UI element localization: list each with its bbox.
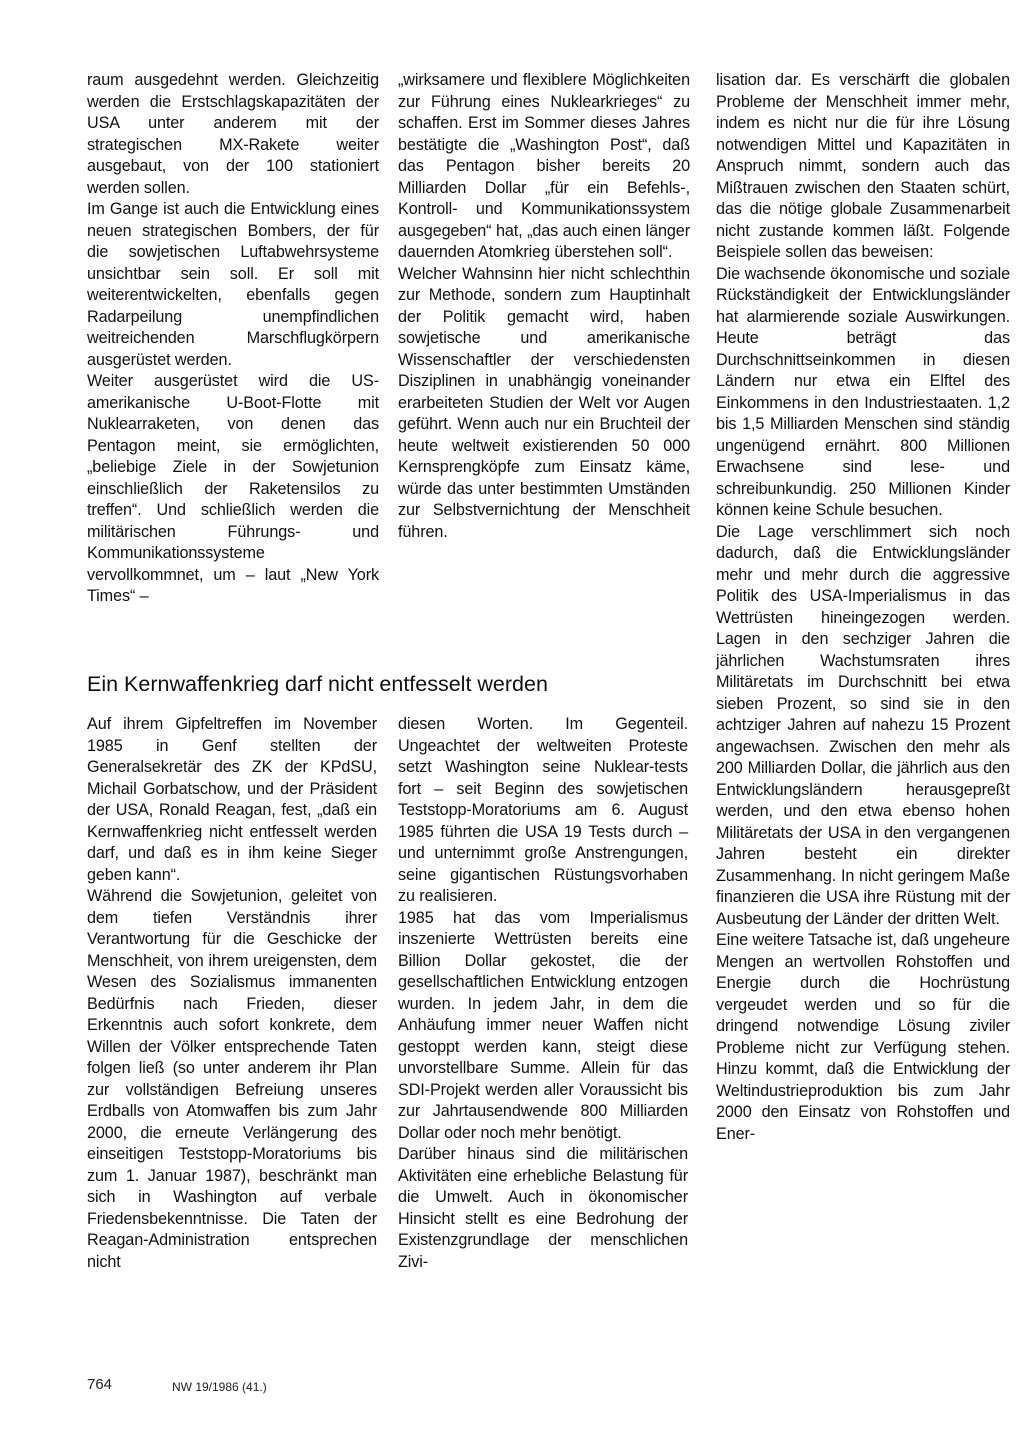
paragraph: „wirksamere und flexiblere Möglichkeiten zur Führung eines Nuklearkrieges“ zu schaffen. Erst im Sommer dieses Jahres bestätigte die „Washington Post“, daß das Pentagon bisher bereits 20 Milliarden Dollar „für ein Befehls-, Kontroll- und Kommunikationssystem ausgegeben“ hat, „das auch einen länger dauernden Atomkrieg überstehen soll“. (398, 71, 690, 261)
paragraph: Während die Sowjetunion, geleitet von dem tiefen Verständnis ihrer Verantwortung für die Geschicke der Menschheit, von ihrem ureigensten, dem Wesen des Sozialismus immanenten Bedürfnis nach Frieden, dieser Erkenntnis auch sofort konkrete, dem Willen der Völker entsprechende Taten folgen ließ (so unter anderem ihr Plan zur vollständigen Befreiung unseres Erdballs von Atomwaffen bis zum Jahr 2000, die erneute Verlängerung des einseitigen Teststopp-Moratoriums bis zum 1. Januar 1987), beschränkt man sich in Washington auf verbale Friedensbekenntnisse. Die Taten der Reagan-Administration entsprechen nicht (87, 887, 377, 1271)
paragraph: Eine weitere Tatsache ist, daß ungeheure Mengen an wertvollen Rohstoffen und Energie durch die Hochrüstung vergeudet werden und so für die dringend notwendige Lösung ziviler Probleme nicht zur Verfügung stehen. Hinzu kommt, daß die Entwicklung der Weltindustrieproduktion bis zum Jahr 2000 den Einsatz von Rohstoffen und Ener- (716, 931, 1010, 1143)
column-bottom-middle (398, 714, 688, 1273)
paragraph: diesen Worten. Im Gegenteil. Ungeachtet der weltweiten Proteste setzt Washington seine Nuklear-tests fort – seit Beginn des sowjetischen Teststopp-Moratoriums am 6. August 1985 führten die USA 19 Tests durch – und unternimmt große Anstrengungen, seine gigantischen Rüstungsvorhaben zu realisieren. (398, 715, 688, 905)
paragraph: Weiter ausgerüstet wird die US-amerikanische U-Boot-Flotte mit Nuklearraketen, von denen das Pentagon meint, sie ermöglichten, „beliebige Ziele in der Sowjetunion einschließlich der Raketensilos zu treffen“. Und schließlich werden die militärischen Führungs- und Kommunikationssysteme vervollkommnet, um – laut „New York Times“ – (87, 372, 379, 605)
paragraph: Auf ihrem Gipfeltreffen im November 1985 in Genf stellten der Generalsekretär des ZK der KPdSU, Michail Gorbatschow, und der Präsident der USA, Ronald Reagan, fest, „daß ein Kernwaffenkrieg nicht entfesselt werden darf, und daß es in ihm keine Sieger geben kann“. (87, 715, 377, 884)
paragraph: 1985 hat das vom Imperialismus inszenierte Wettrüsten bereits eine Billion Dollar gekostet, die der gesellschaftlichen Entwicklung entzogen wurden. In jedem Jahr, in dem die Anhäufung immer neuer Waffen nicht gestoppt werden kann, steigt diese unvorstellbare Summe. Allein für das SDI-Projekt werden aller Voraussicht bis zur Jahrtausendwende 800 Milliarden Dollar oder noch mehr benötigt. (398, 908, 688, 1142)
paragraph: lisation dar. Es verschärft die globalen Probleme der Menschheit immer mehr, indem es nicht nur die für ihre Lösung notwendigen Mittel und Kapazitäten in Anspruch nimmt, sondern auch das Mißtrauen zwischen den Staaten schürt, das die nötige globale Zusammenarbeit nicht zustande kommen läßt. Folgende Beispiele sollen das beweisen: (716, 71, 1010, 261)
paragraph: raum ausgedehnt werden. Gleichzeitig werden die Erstschlagskapazitäten der USA unter anderem mit der strategischen MX-Rakete weiter ausgebaut, von der 100 stationiert werden sollen. (87, 71, 379, 197)
column-right (716, 70, 1010, 1145)
column-top-middle (398, 70, 690, 543)
section-heading: Ein Kernwaffenkrieg darf nicht entfesselt werden (87, 672, 548, 696)
paragraph: Die wachsende ökonomische und soziale Rückständigkeit der Entwicklungsländer hat alarmierende soziale Auswirkungen. Heute beträgt das Durchschnittseinkommen in diesen Ländern nur etwa ein Elftel des Einkommens in den Industriestaaten. 1,2 bis 1,5 Milliarden Menschen sind ständig ungenügend ernährt. 800 Millionen Erwachsene sind lese- und schreibunkundig. 250 Millionen Kinder können keine Schule besuchen. (716, 264, 1010, 519)
paragraph: Darüber hinaus sind die militärischen Aktivitäten eine erhebliche Belastung für die Umwelt. Auch in ökonomischer Hinsicht stellt es eine Bedrohung der Existenzgrundlage der menschlichen Zivi- (398, 1145, 688, 1271)
column-bottom-left (87, 714, 377, 1273)
paragraph: Welcher Wahnsinn hier nicht schlechthin zur Methode, sondern zum Hauptinhalt der Politik gemacht wird, haben sowjetische und amerikanische Wissenschaftler der verschiedensten Disziplinen in unabhängig voneinander erarbeiteten Studien der Welt vor Augen geführt. Wenn auch nur ein Bruchteil der heute weltweit existierenden 50 000 Kernsprengköpfe zum Einsatz käme, würde das unter bestimmten Umständen zur Selbstvernichtung der Menschheit führen. (398, 264, 690, 541)
journal-reference: NW 19/1986 (41.) (172, 1380, 267, 1394)
column-top-left (87, 70, 379, 608)
page-number: 764 (87, 1376, 113, 1393)
paragraph: Im Gange ist auch die Entwicklung eines neuen strategischen Bombers, der für die sowjetischen Luftabwehrsysteme unsichtbar sein soll. Er soll mit weiterentwickelten, ebenfalls gegen Radarpeilung unempfindlichen weitreichenden Marschflugkörpern ausgerüstet werden. (87, 200, 379, 369)
paragraph: Die Lage verschlimmert sich noch dadurch, daß die Entwicklungsländer mehr und mehr durch die aggressive Politik des USA-Imperialismus in das Wettrüsten hineingezogen werden. Lagen in den sechziger Jahren die jährlichen Wachstumsraten ihres Militäretats im Durchschnitt bei etwa sieben Prozent, so sind sie in den achtziger Jahren auf nahezu 15 Prozent angewachsen. Zwischen den mehr als 200 Milliarden Dollar, die jährlich aus den Entwicklungsländern herausgepreßt werden, und den etwa ebenso hohen Militäretats der USA in den vergangenen Jahren besteht ein direkter Zusammenhang. In nicht geringem Maße finanzieren die USA ihre Rüstung mit der Ausbeutung der Länder der dritten Welt. (716, 522, 1010, 928)
